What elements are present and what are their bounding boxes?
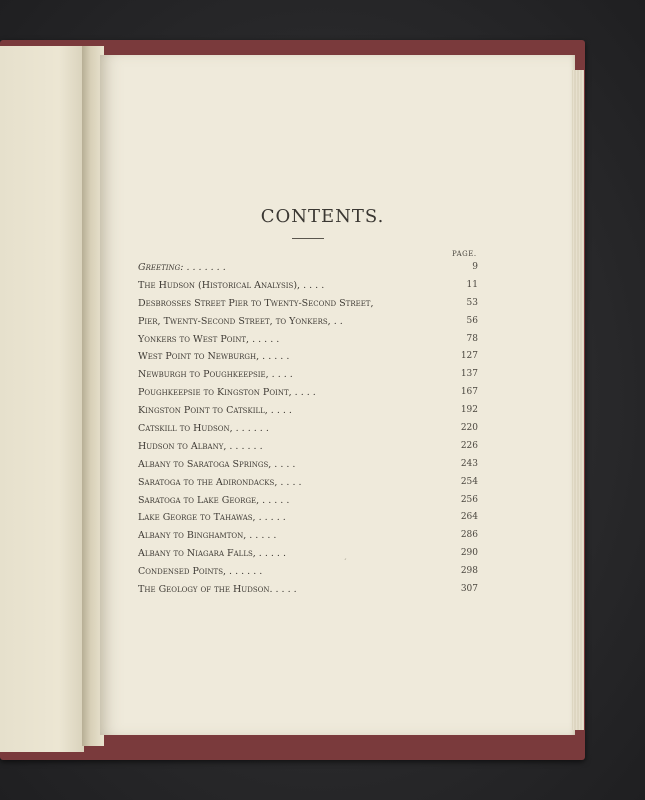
toc-entry [138,277,478,295]
toc-entry-page: 127 [460,351,478,362]
toc-entry [138,563,478,581]
toc-entry-page: 78 [466,333,478,344]
toc-entry-page: 167 [460,387,478,398]
toc-entry-page: 290 [460,548,478,559]
toc-entry-title: Saratoga to Lake George, . . . . . [138,494,290,506]
toc-entry-page: 9 [472,262,478,272]
toc-entry [138,492,478,510]
contents-title: CONTENTS. [260,206,385,227]
toc-entry-title: Catskill to Hudson, . . . . . . [138,423,269,435]
toc-entry-title: Saratoga to the Adirondacks, . . . . [138,476,302,488]
toc-entry-title: Condensed Points, . . . . . . [138,566,263,578]
toc-entry [138,581,478,599]
toc-entry [138,313,478,331]
toc-entry-page: 53 [466,297,478,308]
toc-entry-page: 226 [460,440,478,451]
toc-entry-page: 298 [460,566,478,577]
toc-entry-title: The Geology of the Hudson. . . . . [138,584,297,596]
toc-entry-title: Yonkers to West Point, . . . . . [138,333,280,345]
toc-entry-page: 286 [460,530,478,541]
page-edges [572,70,584,730]
toc-entry [138,402,478,420]
toc-entry-title: The Hudson (Historical Analysis), . . . . [138,279,325,291]
toc-entry [138,420,478,438]
toc-entry [138,545,478,567]
toc-entry-title: Albany to Niagara Falls, . . . . . [138,548,286,560]
toc-entry-page: 264 [460,512,478,523]
toc-entry-title: Albany to Binghamton, . . . . . [138,530,277,542]
toc-entry-page: 307 [460,584,478,595]
toc-entry-title: Albany to Saratoga Springs, . . . . [138,458,296,470]
toc-entry [138,259,478,277]
ink-mark: ˊ [343,558,347,567]
toc-entry [138,384,478,402]
toc-entry [138,438,478,456]
toc-entry [138,331,478,349]
table-of-contents [138,259,478,599]
toc-entry [138,348,478,366]
toc-entry-title: Pier, Twenty-Second Street, to Yonkers, . . [138,315,343,327]
title-rule [292,238,324,239]
toc-entry [138,474,478,492]
toc-entry-title: Greeting: . . . . . . . [138,262,226,273]
toc-entry-page: 256 [460,494,478,505]
toc-entry [138,366,478,384]
toc-entry [138,509,478,527]
toc-entry-title: West Point to Newburgh, . . . . . [138,351,290,363]
toc-entry-title: Newburgh to Poughkeepsie, . . . . [138,369,293,381]
toc-entry [138,456,478,474]
toc-entry-page: 254 [460,476,478,487]
toc-entry-title: Lake George to Tahawas, . . . . . [138,512,286,524]
page-column-header: PAGE. [452,250,477,258]
toc-entry [138,527,478,545]
toc-entry-page: 137 [460,369,478,380]
toc-entry-title: Poughkeepsie to Kingston Point, . . . . [138,387,316,399]
toc-entry-page: 243 [460,458,478,469]
toc-entry-page: 11 [466,279,478,290]
toc-entry-title: Kingston Point to Catskill, . . . . [138,405,292,417]
left-page [0,46,84,752]
toc-entry-page: 220 [460,423,478,434]
toc-entry [138,295,478,313]
toc-entry-page: 192 [460,405,478,416]
toc-entry-title: Hudson to Albany, . . . . . . [138,440,263,452]
toc-entry-page: 56 [466,315,478,326]
toc-entry-title: Desbrosses Street Pier to Twenty-Second Street, [138,297,374,309]
